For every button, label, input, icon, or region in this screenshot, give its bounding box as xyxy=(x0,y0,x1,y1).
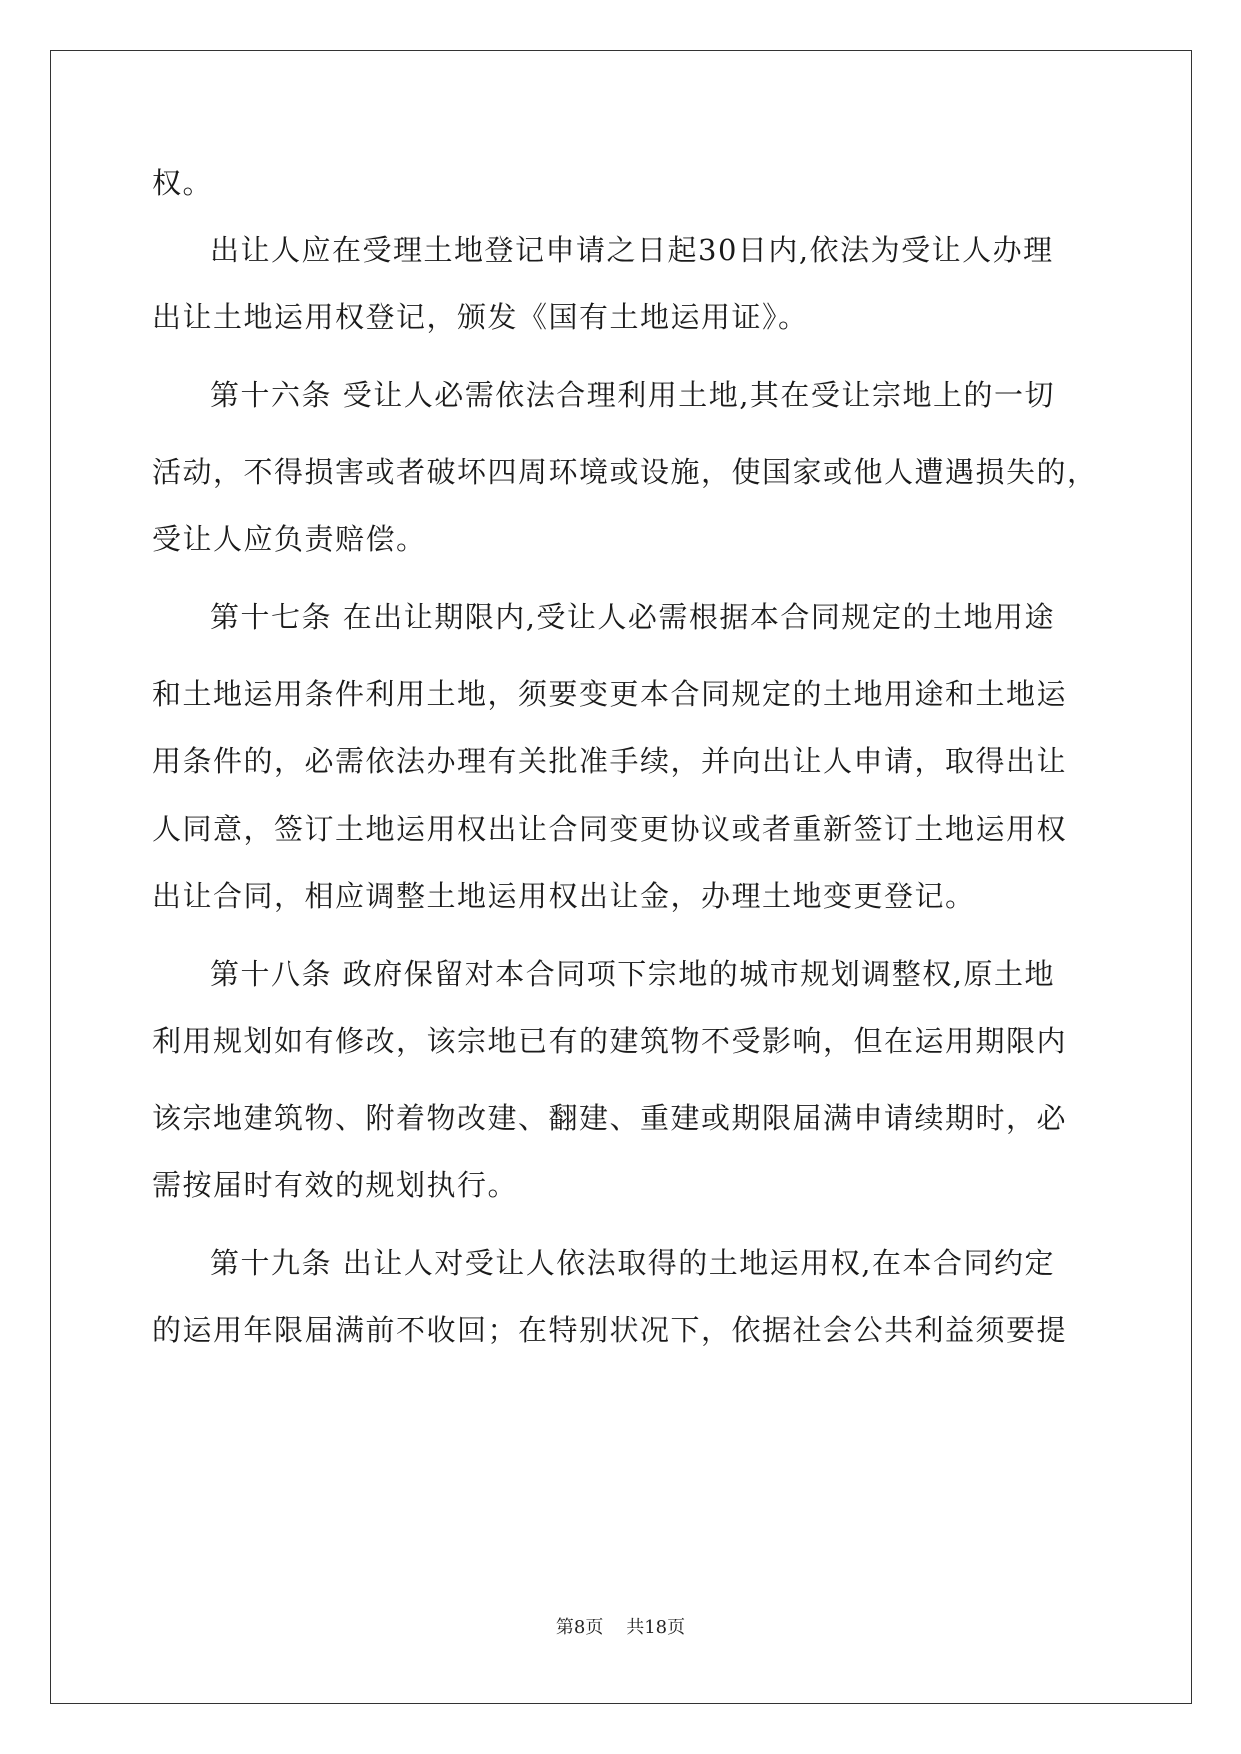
text-line: 和土地运用条件利用土地，须要变更本合同规定的土地用途和土地运 xyxy=(152,677,1068,711)
text-line: 的运用年限届满前不收回；在特别状况下，依据社会公共利益须要提 xyxy=(152,1313,1068,1347)
text-line: 出让人应在受理土地登记申请之日起30日内,依法为受让人办理 xyxy=(210,233,1054,267)
text-line: 出让土地运用权登记，颁发《国有土地运用证》。 xyxy=(152,300,809,334)
text-line: 第十九条 出让人对受让人依法取得的土地运用权,在本合同约定 xyxy=(210,1246,1055,1280)
text-line: 第十七条 在出让期限内,受让人必需根据本合同规定的土地用途 xyxy=(210,600,1055,634)
text-line: 第十六条 受让人必需依法合理利用土地,其在受让宗地上的一切 xyxy=(210,378,1055,412)
text-line: 受让人应负责赔偿。 xyxy=(152,522,427,556)
text-line: 利用规划如有修改，该宗地已有的建筑物不受影响，但在运用期限内 xyxy=(152,1024,1068,1058)
text-line: 需按届时有效的规划执行。 xyxy=(152,1168,519,1202)
text-line: 人同意，签订土地运用权出让合同变更协议或者重新签订土地运用权 xyxy=(152,812,1068,846)
page-total: 共18页 xyxy=(626,1617,686,1638)
text-line: 活动，不得损害或者破坏四周环境或设施，使国家或他人遭遇损失的， xyxy=(152,455,1098,489)
page-footer xyxy=(0,1613,1241,1639)
text-line: 该宗地建筑物、附着物改建、翻建、重建或期限届满申请续期时，必 xyxy=(152,1101,1068,1135)
text-line: 用条件的，必需依法办理有关批准手续，并向出让人申请，取得出让 xyxy=(152,744,1068,778)
text-line: 出让合同，相应调整土地运用权出让金，办理土地变更登记。 xyxy=(152,879,976,913)
text-line: 第十八条 政府保留对本合同项下宗地的城市规划调整权,原土地 xyxy=(210,957,1055,991)
text-line: 权。 xyxy=(152,166,214,200)
page-number: 第8页 xyxy=(555,1617,604,1638)
